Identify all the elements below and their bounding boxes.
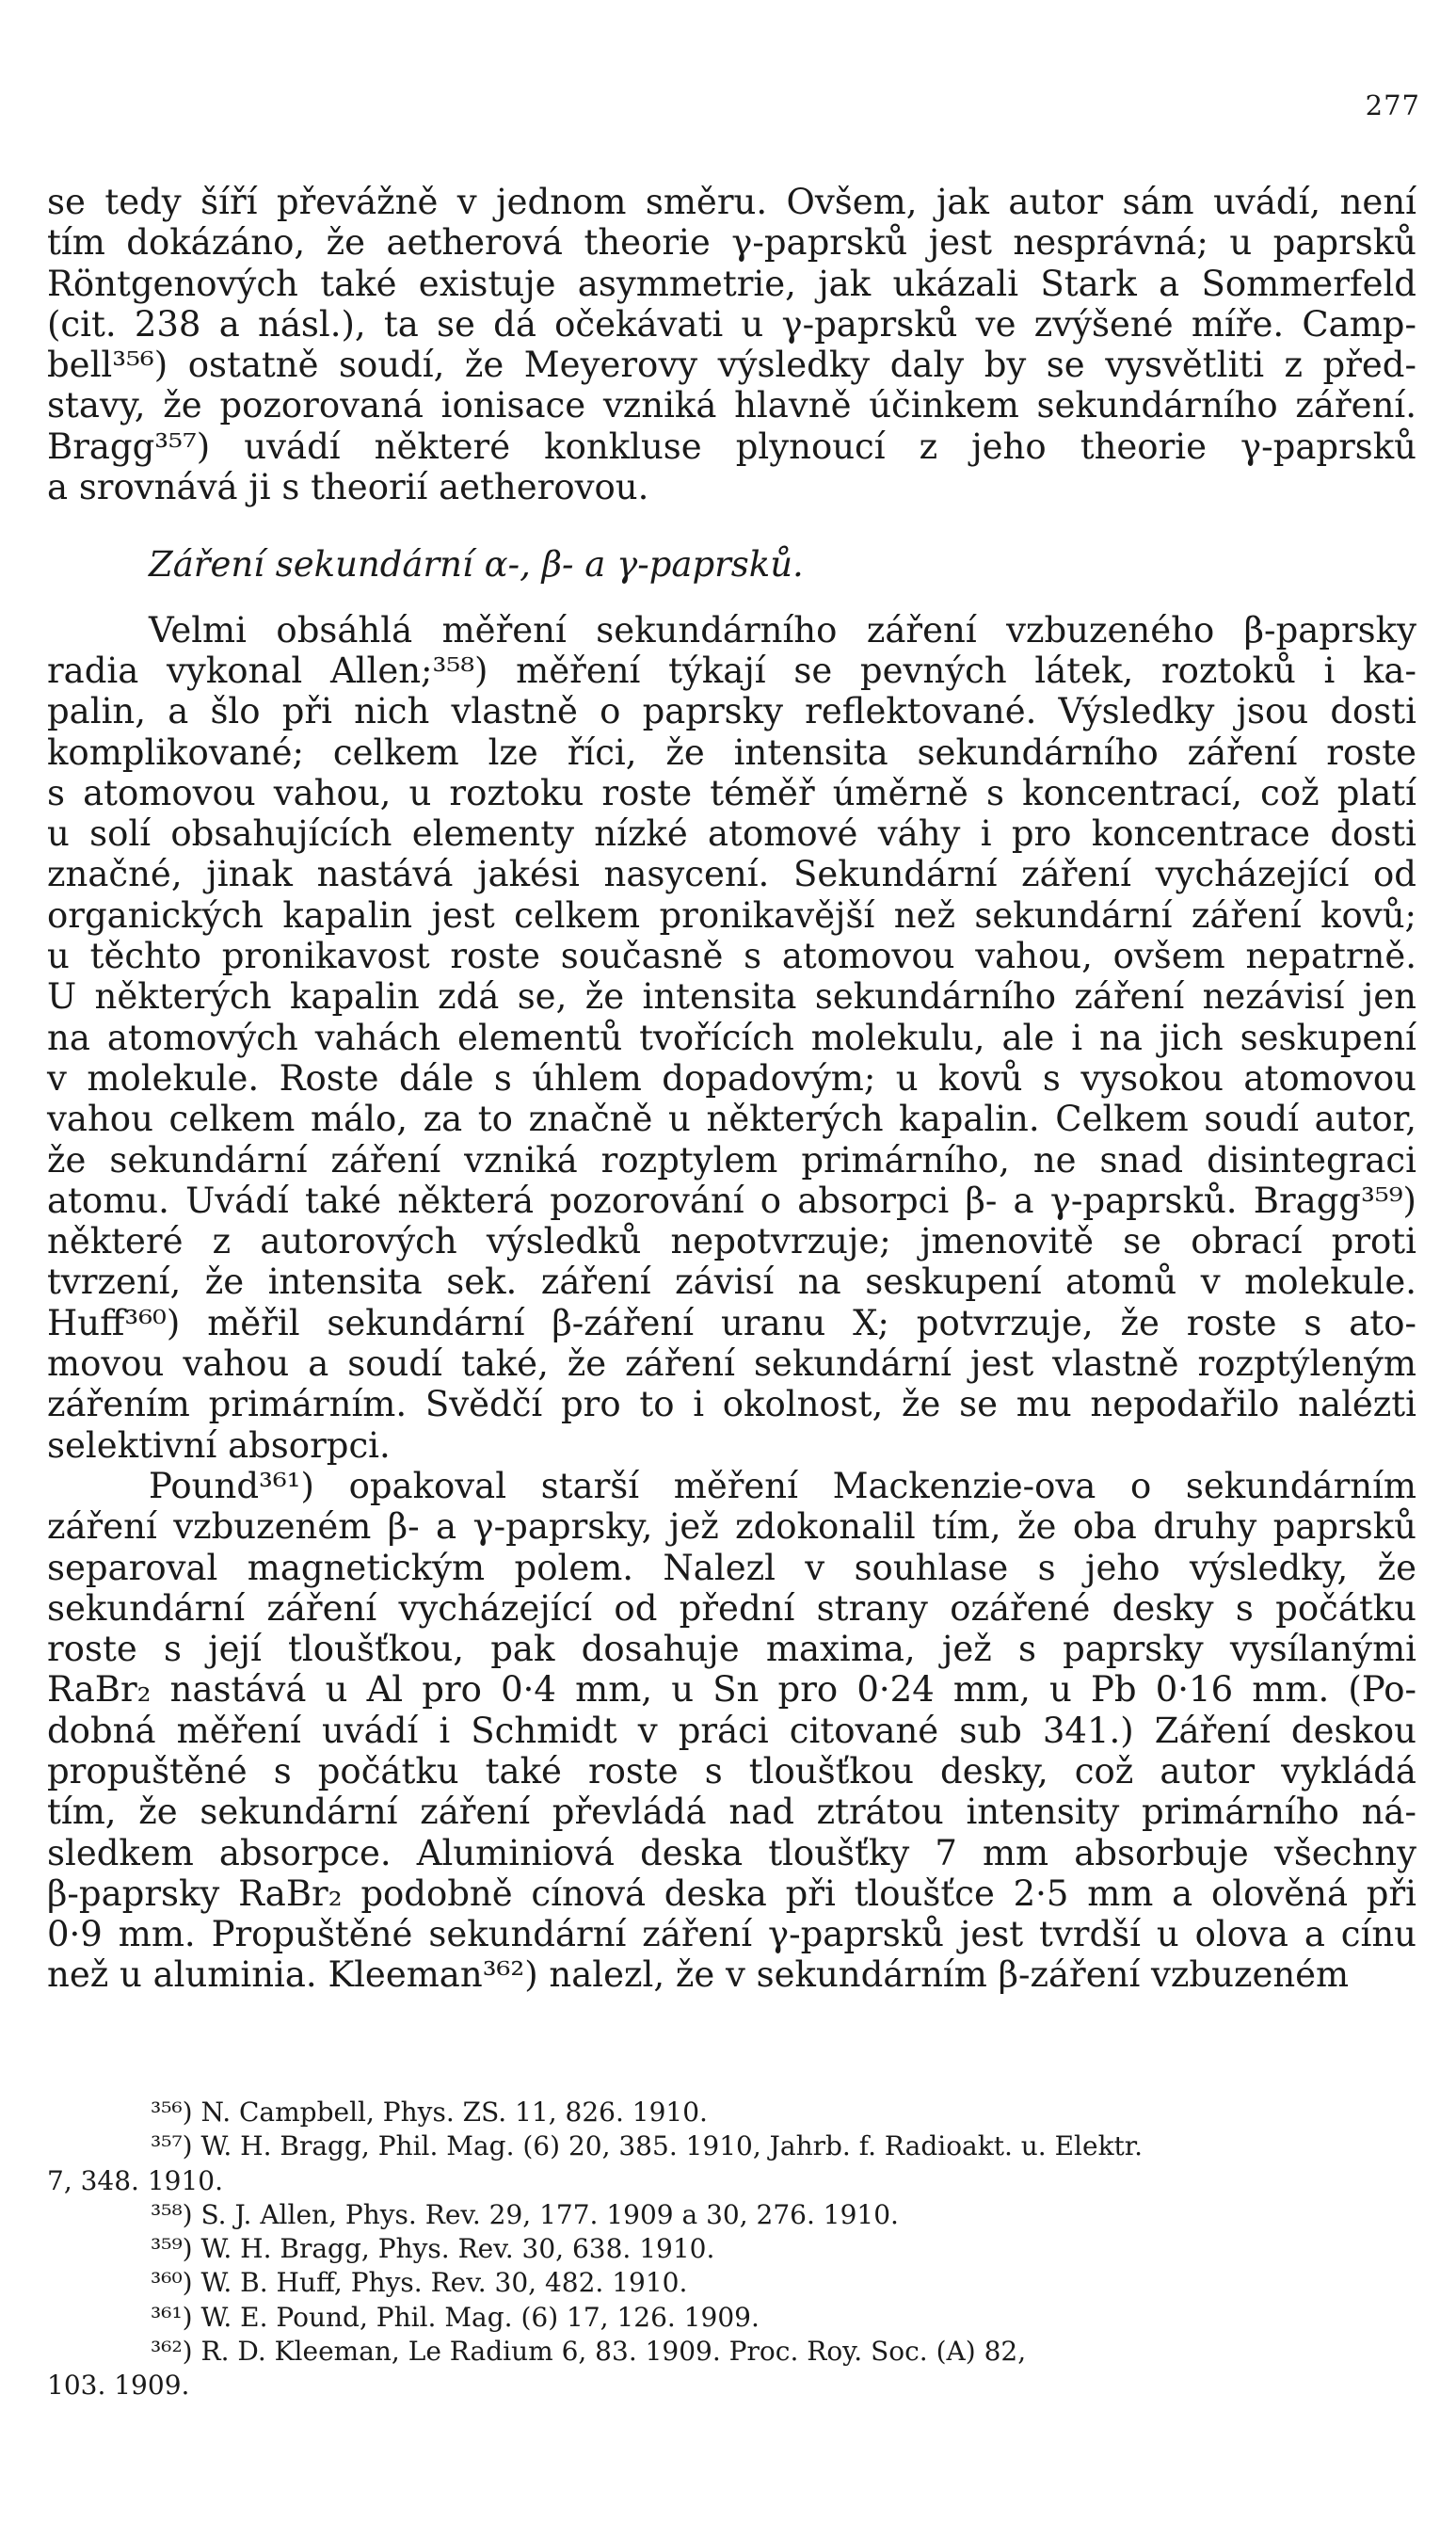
text-line: záření vzbuzeném β- a γ-paprsky, jež zdokonalil tím, že oba druhy paprsků	[47, 1506, 1416, 1548]
paragraph-3	[47, 1466, 1416, 1996]
text-line: Röntgenových také existuje asymmetrie, jak ukázali Stark a Sommerfeld	[47, 263, 1416, 304]
text-line: propuštěné s počátku také roste s tloušťkou desky, což autor vykládá	[47, 1750, 1416, 1792]
text-line: (cit. 238 a násl.), ta se dá očekávati u γ-paprsků ve zvýšené míře. Camp-	[47, 303, 1416, 345]
text-line: u solí obsahujících elementy nízké atomové váhy i pro koncentrace dosti	[47, 813, 1416, 855]
footnote-line: ³⁵⁶) N. Campbell, Phys. ZS. 11, 826. 1910.	[151, 2097, 708, 2128]
footnote-line: ³⁵⁷) W. H. Bragg, Phil. Mag. (6) 20, 385. 1910, Jahrb. f. Radioakt. u. Elektr.	[151, 2130, 1143, 2162]
paragraph-2	[47, 610, 1416, 1466]
footnote-line: 7, 348. 1910.	[47, 2164, 224, 2196]
text-line: 0·9 mm. Propuštěné sekundární záření γ-paprsků jest tvrdší u olova a cínu	[47, 1914, 1416, 1955]
text-line: Pound³⁶¹) opakoval starší měření Mackenzie-ova o sekundárním	[149, 1465, 1416, 1506]
text-line: roste s její tloušťkou, pak dosahuje maxima, jež s paprsky vysílanými	[47, 1629, 1416, 1670]
text-line: tvrzení, že intensita sek. záření závisí na seskupení atomů v molekule.	[47, 1261, 1416, 1303]
text-line: na atomových vahách elementů tvořících molekulu, ale i na jich seskupení	[47, 1017, 1416, 1058]
text-line: vahou celkem málo, za to značně u některých kapalin. Celkem soudí autor,	[47, 1099, 1416, 1140]
text-line: tím, že sekundární záření převládá nad ztrátou intensity primárního ná-	[47, 1792, 1416, 1833]
text-line: U některých kapalin zdá se, že intensita sekundárního záření nezávisí jen	[47, 976, 1416, 1018]
text-line: komplikované; celkem lze říci, že intensita sekundárního záření roste	[47, 731, 1416, 773]
text-line: značné, jinak nastává jakési nasycení. Sekundární záření vycházející od	[47, 854, 1416, 895]
text-line: u těchto pronikavost roste současně s atomovou vahou, ovšem nepatrně.	[47, 936, 1416, 977]
text-line: organických kapalin jest celkem pronikavější než sekundární záření kovů;	[47, 894, 1416, 936]
text-line: než u aluminia. Kleeman³⁶²) nalezl, že v sekundárním β-záření vzbuzeném	[47, 1954, 1350, 1996]
text-line: RaBr₂ nastává u Al pro 0·4 mm, u Sn pro 0·24 mm, u Pb 0·16 mm. (Po-	[47, 1669, 1416, 1711]
text-line: a srovnává ji s theorií aetherovou.	[47, 467, 649, 508]
footnote-line: ³⁵⁸) S. J. Allen, Phys. Rev. 29, 177. 1909 a 30, 276. 1910.	[151, 2198, 899, 2230]
footnote-line: 103. 1909.	[47, 2370, 190, 2402]
section-heading: Záření sekundární α-, β- a γ-paprsků.	[149, 544, 804, 586]
page-number: 277	[1365, 89, 1420, 121]
text-line: separoval magnetickým polem. Nalezl v souhlase s jeho výsledky, že	[47, 1547, 1416, 1588]
footnote-line: ³⁶¹) W. E. Pound, Phil. Mag. (6) 17, 126. 1909.	[151, 2301, 760, 2333]
text-line: radia vykonal Allen;³⁵⁸) měření týkají se pevných látek, roztoků i ka-	[47, 650, 1416, 691]
text-line: Bragg³⁵⁷) uvádí některé konkluse plynoucí z jeho theorie γ-paprsků	[47, 426, 1416, 467]
text-line: stavy, že pozorovaná ionisace vzniká hlavně účinkem sekundárního záření.	[47, 385, 1416, 426]
text-line: Huff³⁶⁰) měřil sekundární β-záření uranu X; potvrzuje, že roste s ato-	[47, 1302, 1416, 1343]
text-line: že sekundární záření vzniká rozptylem primárního, ne snad disintegraci	[47, 1139, 1416, 1181]
text-line: dobná měření uvádí i Schmidt v práci citované sub 341.) Záření deskou	[47, 1710, 1416, 1751]
text-line: některé z autorových výsledků nepotvrzuje; jmenovitě se obrací proti	[47, 1221, 1416, 1262]
text-line: movou vahou a soudí také, že záření sekundární jest vlastně rozptýleným	[47, 1343, 1416, 1385]
text-line: atomu. Uvádí také některá pozorování o absorpci β- a γ-paprsků. Bragg³⁵⁹)	[47, 1180, 1416, 1221]
footnote-line: ³⁶⁰) W. B. Huff, Phys. Rev. 30, 482. 1910.	[151, 2267, 688, 2299]
text-line: selektivní absorpci.	[47, 1424, 391, 1466]
text-line: s atomovou vahou, u roztoku roste téměř úměrně s koncentrací, což platí	[47, 772, 1416, 813]
text-line: v molekule. Roste dále s úhlem dopadovým; u kovů s vysokou atomovou	[47, 1057, 1416, 1099]
text-line: tím dokázáno, že aetherová theorie γ-paprsků jest nesprávná; u paprsků	[47, 222, 1416, 264]
text-line: sledkem absorpce. Aluminiová deska tloušťky 7 mm absorbuje všechny	[47, 1832, 1416, 1873]
footnote-line: ³⁵⁹) W. H. Bragg, Phys. Rev. 30, 638. 1910.	[151, 2233, 715, 2265]
footnotes	[47, 2096, 1402, 2403]
text-line: Velmi obsáhlá měření sekundárního záření vzbuzeného β-paprsky	[149, 609, 1416, 651]
text-line: zářením primárním. Svědčí pro to i okolnost, že se mu nepodařilo nalézti	[47, 1384, 1416, 1425]
text-line: se tedy šíří převážně v jednom směru. Ovšem, jak autor sám uvádí, není	[47, 182, 1416, 222]
text-line: β-paprsky RaBr₂ podobně cínová deska při tloušťce 2·5 mm a olověná při	[47, 1872, 1416, 1914]
text-line: bell³⁵⁶) ostatně soudí, že Meyerovy výsledky daly by se vysvětliti z před-	[47, 345, 1416, 386]
text-line: palin, a šlo při nich vlastně o paprsky reflektované. Výsledky jsou dosti	[47, 691, 1416, 732]
text-line: sekundární záření vycházející od přední strany ozářené desky s počátku	[47, 1587, 1416, 1629]
main-text	[47, 182, 1416, 1996]
footnote-line: ³⁶²) R. D. Kleeman, Le Radium 6, 83. 1909. Proc. Roy. Soc. (A) 82,	[151, 2336, 1027, 2368]
paragraph-1	[47, 182, 1416, 507]
